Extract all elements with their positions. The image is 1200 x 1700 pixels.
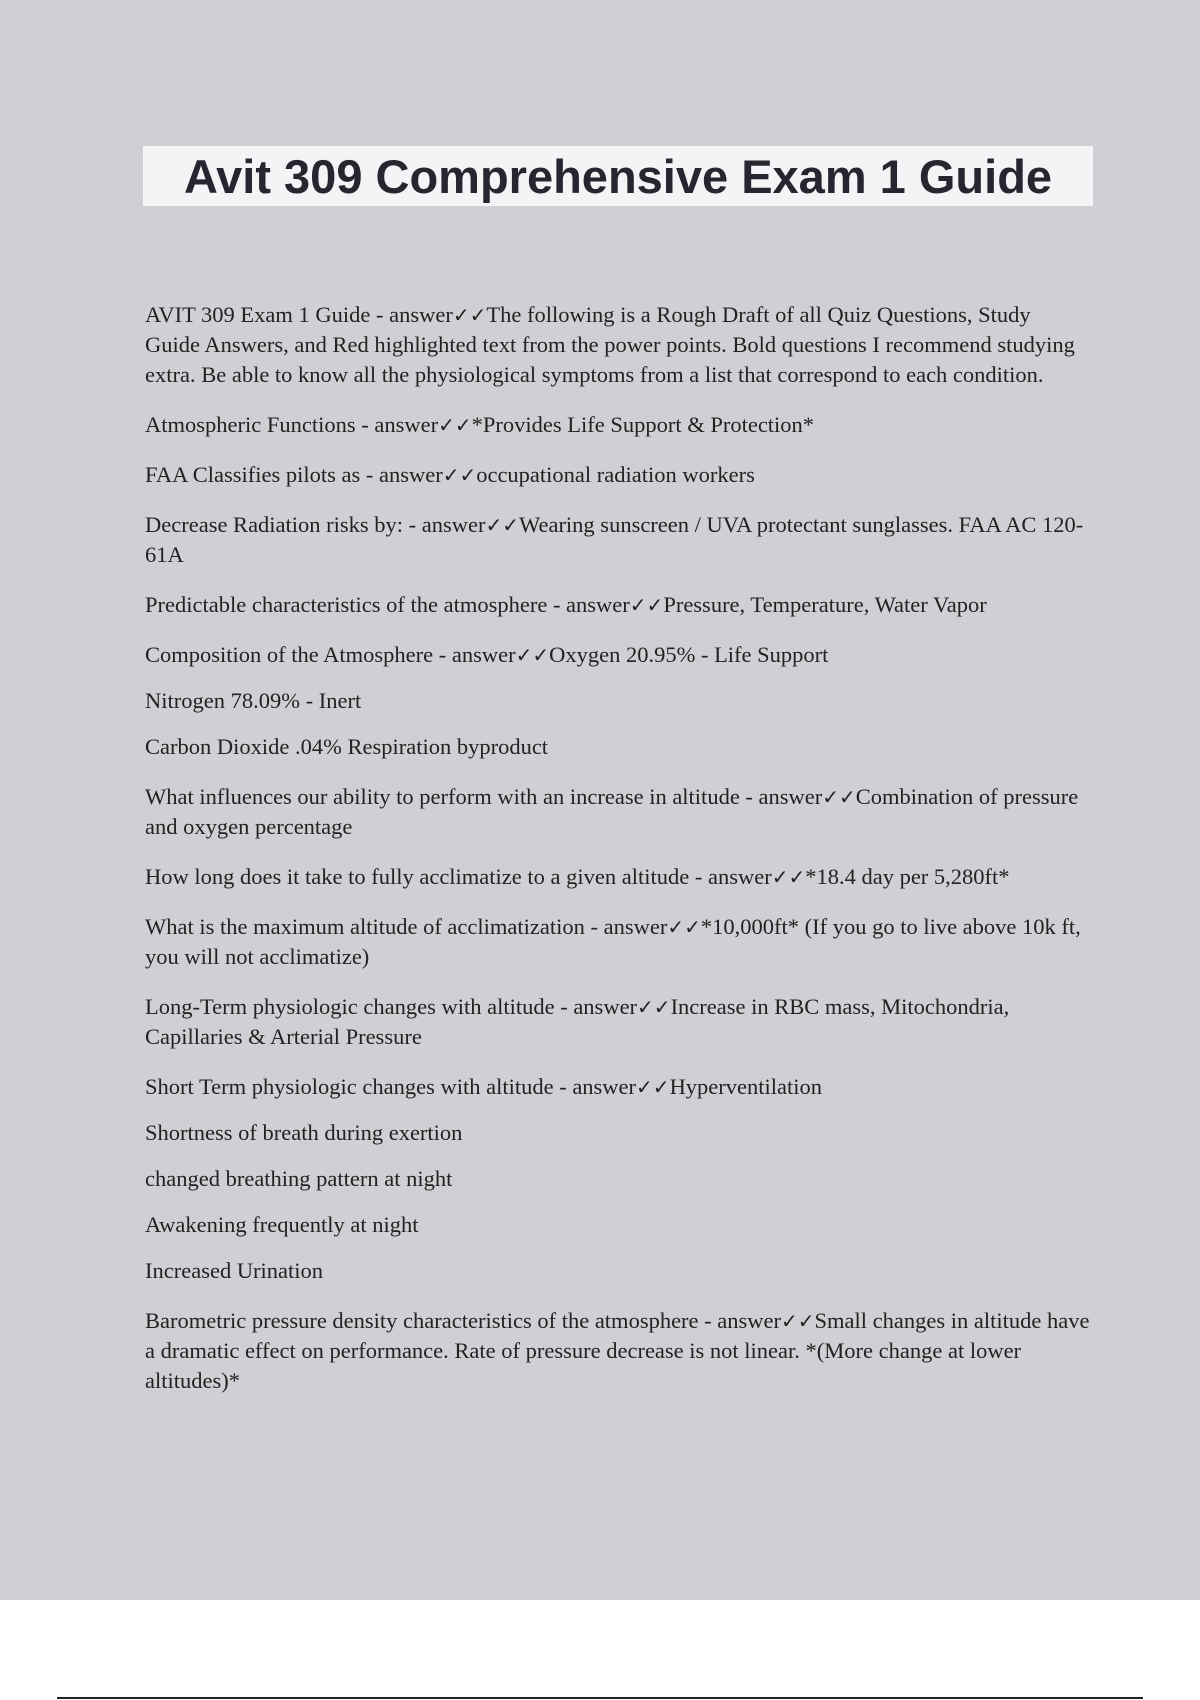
answer-text: Pressure, Temperature, Water Vapor [663, 592, 987, 617]
answer-text: *10,000ft* (If you go to live above 10k ft, you will not acclimatize) [145, 914, 1081, 969]
answer-continuation: Carbon Dioxide .04% Respiration byproduct [145, 734, 549, 759]
question-text: Decrease Radiation risks by: - answer [145, 512, 486, 537]
answer-text: Oxygen 20.95% - Life Support [549, 642, 829, 667]
question-text: What is the maximum altitude of acclimatization - answer [145, 914, 668, 939]
document-body [145, 300, 1090, 1416]
qa-entry [145, 640, 1090, 670]
footer-divider [57, 1697, 1143, 1699]
answer-text: Increase in RBC mass, Mitochondria, Capillaries & Arterial Pressure [145, 994, 1010, 1049]
answer-continuation: Increased Urination [145, 1258, 324, 1283]
check-mark-icon: ✓✓ [822, 785, 856, 809]
answer-continuation: Awakening frequently at night [145, 1212, 419, 1237]
answer-continuation: Shortness of breath during exertion [145, 1120, 463, 1145]
question-text: How long does it take to fully acclimatize to a given altitude - answer [145, 864, 772, 889]
question-text: What influences our ability to perform with an increase in altitude - answer [145, 784, 823, 809]
question-text: FAA Classifies pilots as - answer [145, 462, 443, 487]
answer-text: Combination of pressure and oxygen percentage [145, 784, 1079, 839]
check-mark-icon: ✓✓ [667, 915, 701, 939]
question-text: Atmospheric Functions - answer [145, 412, 439, 437]
check-mark-icon: ✓✓ [637, 995, 671, 1019]
qa-entry [145, 410, 1090, 440]
qa-entry [145, 1306, 1090, 1396]
qa-entry [145, 590, 1090, 620]
question-text: Composition of the Atmosphere - answer [145, 642, 516, 667]
page-title: Avit 309 Comprehensive Exam 1 Guide [183, 149, 1053, 203]
question-text: Predictable characteristics of the atmosphere - answer [145, 592, 630, 617]
qa-entry [145, 782, 1090, 842]
qa-entry [145, 992, 1090, 1052]
check-mark-icon: ✓✓ [442, 463, 477, 487]
answer-text: Hyperventilation [669, 1074, 823, 1099]
check-mark-icon: ✓✓ [636, 1075, 670, 1099]
title-banner [143, 146, 1093, 206]
qa-entry [145, 460, 1090, 490]
check-mark-icon: ✓✓ [781, 1309, 815, 1333]
qa-entry [145, 862, 1090, 892]
question-text: Barometric pressure density characteristics of the atmosphere - answer [145, 1308, 781, 1333]
answer-continuation: changed breathing pattern at night [145, 1166, 453, 1191]
qa-entry [145, 300, 1090, 390]
check-mark-icon: ✓✓ [485, 513, 520, 537]
check-mark-icon: ✓✓ [438, 413, 472, 437]
qa-entry [145, 912, 1090, 972]
answer-text: occupational radiation workers [476, 462, 755, 487]
answer-text: Wearing sunscreen / UVA protectant sunglasses. FAA AC 120-61A [145, 512, 1084, 567]
answer-text: *Provides Life Support & Protection* [471, 412, 815, 437]
check-mark-icon: ✓✓ [515, 643, 550, 667]
answer-text: *18.4 day per 5,280ft* [805, 864, 1010, 889]
answer-text: Small changes in altitude have a dramatic effect on performance. Rate of pressure decrease is not linear. *(More change at lower altitudes)* [145, 1308, 1090, 1393]
check-mark-icon: ✓✓ [452, 303, 487, 327]
qa-entry [145, 510, 1090, 570]
answer-text: The following is a Rough Draft of all Quiz Questions, Study Guide Answers, and Red highlighted text from the power points. Bold questions I recommend studying extra. Be able to know all the physiological symptoms from a list that correspond to each condition. [145, 302, 1075, 387]
answer-continuation: Nitrogen 78.09% - Inert [145, 688, 362, 713]
check-mark-icon: ✓✓ [629, 593, 664, 617]
qa-entry [145, 1072, 1090, 1102]
question-text: Long-Term physiologic changes with altitude - answer [145, 994, 638, 1019]
question-text: AVIT 309 Exam 1 Guide - answer [145, 302, 453, 327]
question-text: Short Term physiologic changes with altitude - answer [145, 1074, 637, 1099]
check-mark-icon: ✓✓ [771, 865, 806, 889]
